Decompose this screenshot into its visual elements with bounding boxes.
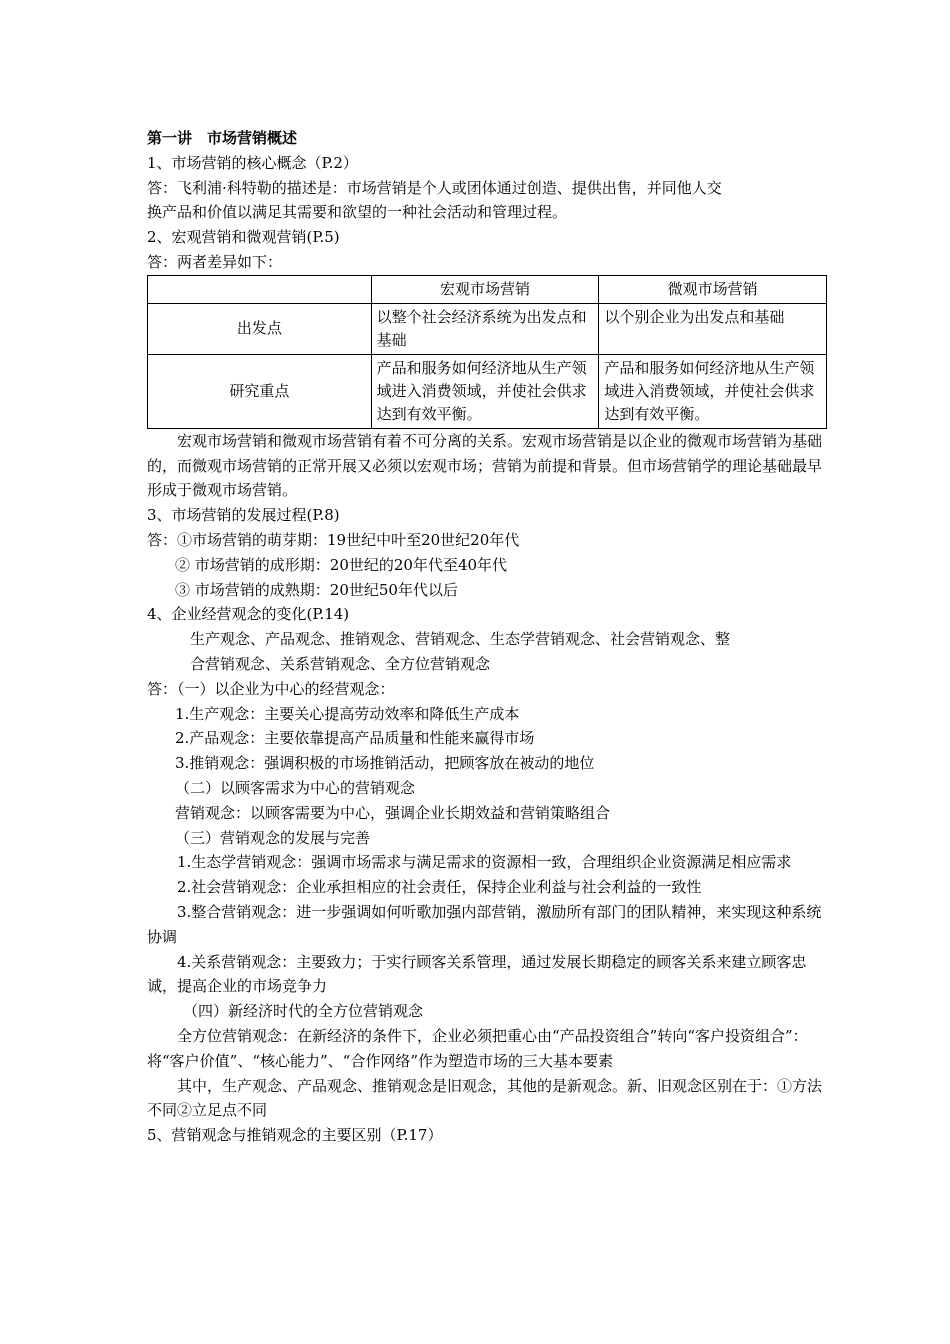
- q2-paragraph: 宏观市场营销和微观市场营销有着不可分离的关系。宏观市场营销是以企业的微观市场营销为基础的，而微观市场营销的正常开展又必须以宏观市场；营销为前提和背景。但市场营销学的理论基础最早形成于微观市场营销。: [147, 431, 823, 500]
- q1-answer-line2: 换产品和价值以满足其需要和欲望的一种社会活动和管理过程。: [147, 203, 568, 222]
- table-header-cell: 宏观市场营销: [371, 275, 599, 303]
- q4-sec2-item: 营销观念：以顾客需要为中心，强调企业长期效益和营销策略组合: [175, 803, 611, 822]
- q1-heading: 1、市场营销的核心概念（P.2）: [147, 153, 358, 172]
- q3-item-3: ③ 市场营销的成熟期：20世纪50年代以后: [175, 580, 458, 599]
- q4-sec3-item-4: 4.关系营销观念：主要致力；于实行顾客关系管理，通过发展长期稳定的顾客关系来建立顾客忠诚，提高企业的市场竞争力: [147, 952, 807, 996]
- q4-section-3: （三）营销观念的发展与完善: [175, 828, 371, 847]
- table-row: [148, 303, 827, 354]
- q4-section-4: （四）新经济时代的全方位营销观念: [183, 1002, 424, 1021]
- comparison-table: [147, 275, 827, 429]
- q4-section-1: 答：（一）以企业为中心的经营观念：: [147, 679, 395, 698]
- q4-sec1-item-3: 3.推销观念：强调积极的市场推销活动，把顾客放在被动的地位: [175, 754, 595, 773]
- q4-sec3-item-3: 3.整合营销观念：进一步强调如何听歌加强内部营销，激励所有部门的团队精神，来实现这种系统协调: [147, 902, 822, 946]
- table-cell: 产品和服务如何经济地从生产领域进入消费领域，并使社会供求达到有效平衡。: [371, 354, 599, 428]
- q4-sec4-item: 全方位营销观念：在新经济的条件下，企业必须把重心由“产品投资组合”转向“客户投资组合”：将“客户价值”、“核心能力”、“合作网络”作为塑造市场的三大基本要素: [147, 1026, 808, 1070]
- table-cell: 以整个社会经济系统为出发点和基础: [371, 303, 599, 354]
- q4-sec3-item-1: 1.生态学营销观念：强调市场需求与满足需求的资源相一致，合理组织企业资源满足相应需求: [177, 853, 792, 872]
- q2-heading: 2、宏观营销和微观营销(P.5): [147, 228, 340, 247]
- q4-sec3-item-2: 2.社会营销观念：企业承担相应的社会责任，保持企业利益与社会利益的一致性: [177, 878, 702, 897]
- q4-list-line1: 生产观念、产品观念、推销观念、营销观念、生态学营销观念、社会营销观念、整: [190, 630, 731, 649]
- q4-sec1-item-2: 2.产品观念：主要依靠提高产品质量和性能来赢得市场: [175, 729, 535, 748]
- q2-answer-intro: 答：两者差异如下：: [147, 252, 283, 271]
- q5-heading: 5、营销观念与推销观念的主要区别（P.17）: [147, 1126, 443, 1145]
- table-cell: 出发点: [148, 303, 372, 354]
- q1-answer-line1: 答：飞利浦·科特勒的描述是：市场营销是个人或团体通过创造、提供出售，并同他人交: [147, 178, 722, 197]
- table-header-cell: 微观市场营销: [599, 275, 827, 303]
- q4-section-2: （二）以顾客需求为中心的营销观念: [175, 778, 416, 797]
- lecture-title: 第一讲 市场营销概述: [147, 129, 298, 147]
- q3-heading: 3、市场营销的发展过程(P.8): [147, 506, 340, 525]
- document-page: [147, 126, 827, 1148]
- q4-list-line2: 合营销观念、关系营销观念、全方位营销观念: [190, 654, 491, 673]
- q3-item-1: 答：①市场营销的萌芽期：19世纪中叶至20世纪20年代: [147, 530, 520, 549]
- q4-heading: 4、企业经营观念的变化(P.14): [147, 605, 350, 624]
- table-header-cell: [148, 275, 372, 303]
- table-header-row: [148, 275, 827, 303]
- table-cell: 研究重点: [148, 354, 372, 428]
- table-cell: 产品和服务如何经济地从生产领域进入消费领域，并使社会供求达到有效平衡。: [599, 354, 827, 428]
- q4-sec1-item-1: 1.生产观念：主要关心提高劳动效率和降低生产成本: [175, 704, 520, 723]
- q3-item-2: ② 市场营销的成形期：20世纪的20年代至40年代: [175, 555, 508, 574]
- q4-summary: 其中，生产观念、产品观念、推销观念是旧观念，其他的是新观念。新、旧观念区别在于：①方法不同②立足点不同: [147, 1076, 823, 1120]
- table-row: [148, 354, 827, 428]
- table-cell: 以个别企业为出发点和基础: [599, 303, 827, 354]
